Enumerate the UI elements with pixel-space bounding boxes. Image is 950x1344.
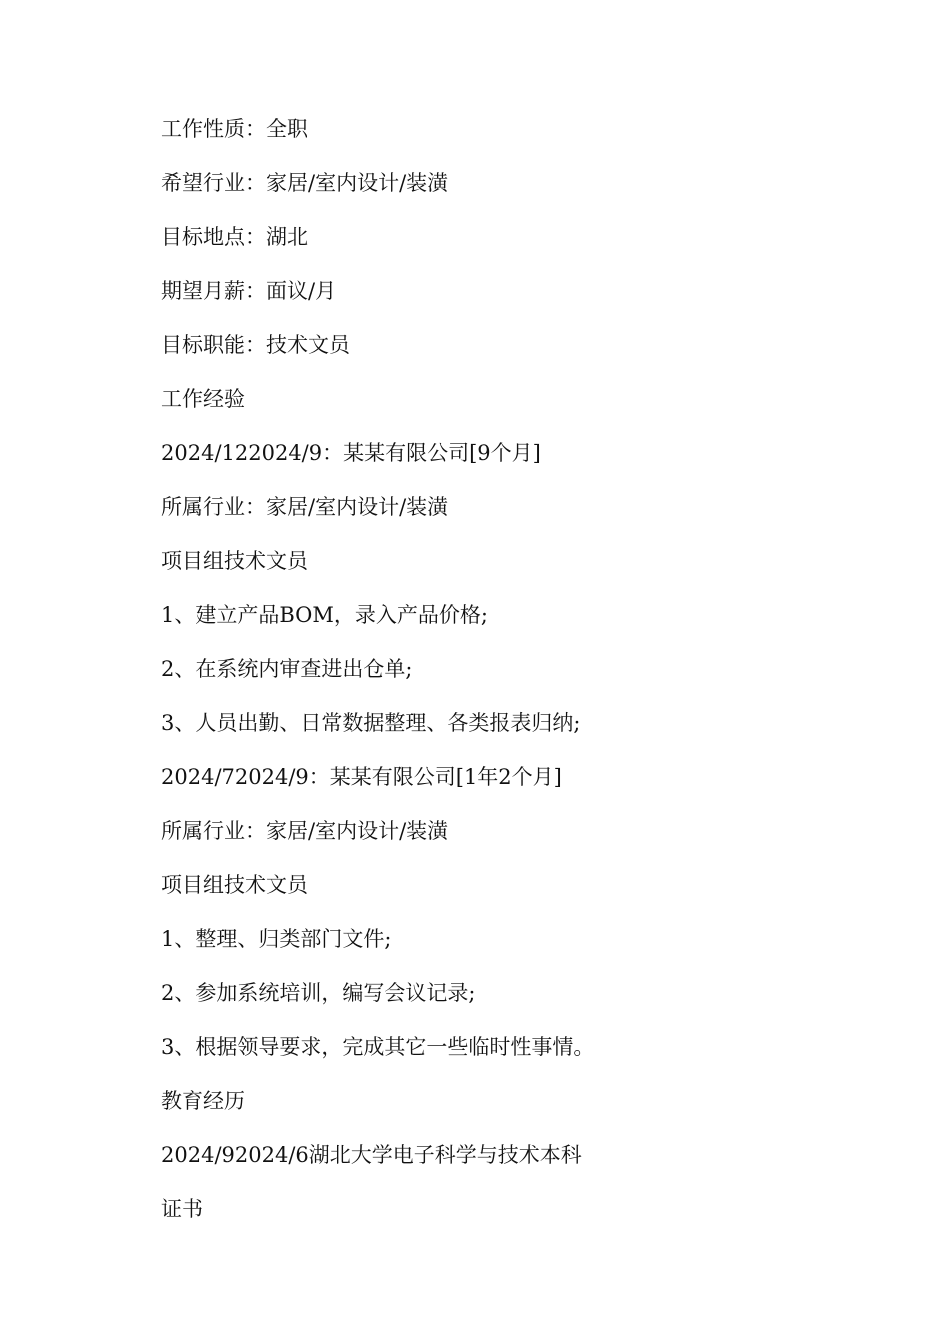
job-1-title: 项目组技术文员 (161, 549, 308, 573)
job-1-duty-3: 3、人员出勤、日常数据整理、各类报表归纳; (161, 711, 581, 735)
education-heading: 教育经历 (161, 1089, 245, 1113)
education-entry: 2024/92024/6湖北大学电子科学与技术本科 (161, 1143, 582, 1167)
job-1-duty-1: 1、建立产品BOM，录入产品价格; (161, 603, 488, 627)
target-location-line: 目标地点：湖北 (161, 225, 308, 249)
resume-content (161, 112, 881, 1246)
job-2-industry: 所属行业：家居/室内设计/装潢 (161, 819, 449, 843)
job-2-duty-1: 1、整理、归类部门文件; (161, 927, 392, 951)
job-1-duty-2: 2、在系统内审查进出仓单; (161, 657, 413, 681)
certificates-heading: 证书 (161, 1197, 203, 1221)
job-2-duty-2: 2、参加系统培训，编写会议记录; (161, 981, 476, 1005)
job-1-period-company: 2024/122024/9：某某有限公司[9个月] (161, 441, 541, 465)
job-2-title: 项目组技术文员 (161, 873, 308, 897)
desired-industry-line: 希望行业：家居/室内设计/装潢 (161, 171, 449, 195)
work-experience-heading: 工作经验 (161, 387, 245, 411)
job-2-period-company: 2024/72024/9：某某有限公司[1年2个月] (161, 765, 562, 789)
job-type-line: 工作性质：全职 (161, 117, 308, 141)
expected-salary-line: 期望月薪：面议/月 (161, 279, 337, 303)
target-function-line: 目标职能：技术文员 (161, 333, 350, 357)
job-2-duty-3: 3、根据领导要求，完成其它一些临时性事情。 (161, 1035, 595, 1059)
job-1-industry: 所属行业：家居/室内设计/装潢 (161, 495, 449, 519)
